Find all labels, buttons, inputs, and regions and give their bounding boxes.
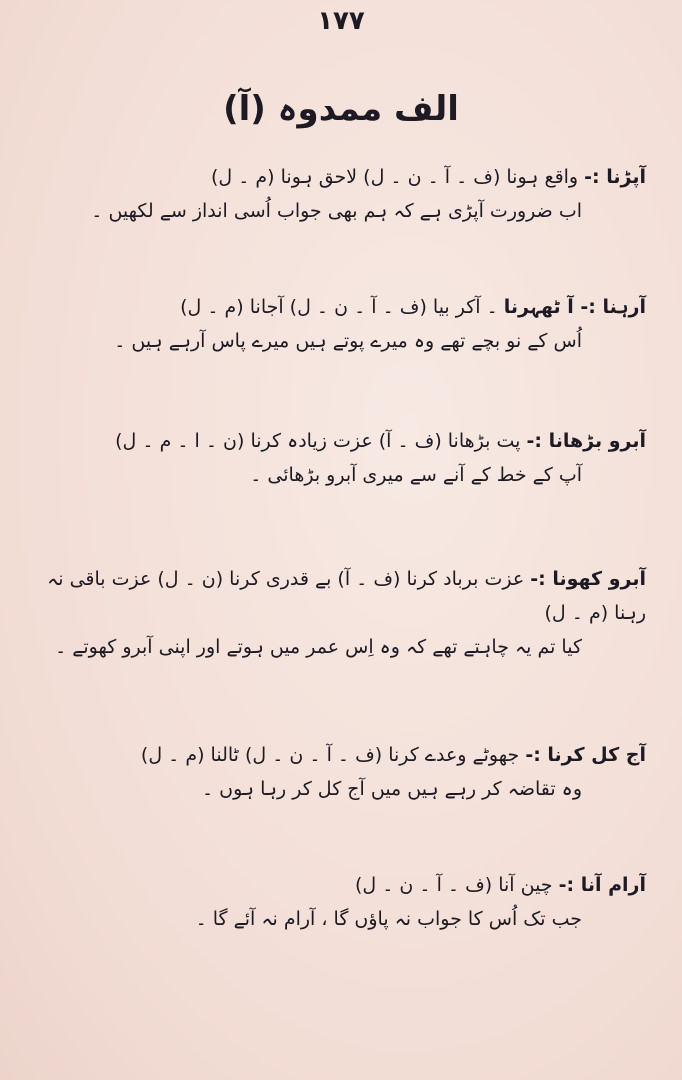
entry-headline <box>40 562 646 630</box>
section-heading: الف ممدوہ (آ) <box>223 89 459 129</box>
dictionary-entry <box>40 868 646 936</box>
entry-term: آرام آنا :- <box>558 874 646 896</box>
entry-example: آپ کے خط کے آنے سے میری آبرو بڑھائی ۔ <box>250 464 582 486</box>
entry-example: جب تک اُس کا جواب نہ پاؤں گا ، آرام نہ آئے گا ۔ <box>195 908 582 930</box>
entry-definition: پت بڑھانا (ف ۔ آ) عزت زیادہ کرنا (ن ۔ ا ۔ م ۔ ل) <box>115 430 521 452</box>
entry-term: آبرو کھونا :- <box>530 568 646 590</box>
entry-term: آبرو بڑھانا :- <box>526 430 646 452</box>
entry-example: اب ضرورت آپڑی ہے کہ ہم بھی جواب اُسی انداز سے لکھیں ۔ <box>91 200 582 222</box>
entry-definition: عزت برباد کرنا (ف ۔ آ) بے قدری کرنا (ن ۔ ل) عزت باقی نہ رہنا (م ۔ ل) <box>47 568 646 624</box>
dictionary-entry <box>40 424 646 492</box>
entry-headline <box>40 738 646 772</box>
entry-example: اُس کے نو بچے تھے وہ میرے پوتے ہیں میرے پاس آرہے ہیں ۔ <box>114 330 582 352</box>
entry-headline <box>40 160 646 194</box>
page-number: ۱۷۷ <box>317 6 365 36</box>
entry-term: آرہنا :- آ ٹھہرنا <box>503 296 646 318</box>
entry-term: آپڑنا :- <box>584 166 646 188</box>
dictionary-entry <box>40 738 646 806</box>
entry-definition: ۔ آکر بیا (ف ۔ آ ۔ ن ۔ ل) آجانا (م ۔ ل) <box>180 296 498 318</box>
entry-example: وہ تقاضہ کر رہے ہیں میں آج کل کر رہا ہوں ۔ <box>201 778 582 800</box>
entry-definition: واقع ہونا (ف ۔ آ ۔ ن ۔ ل) لاحق ہونا (م ۔ ل) <box>210 166 579 188</box>
entry-term: آج کل کرنا :- <box>525 744 646 766</box>
entry-headline <box>40 424 646 458</box>
dictionary-entry <box>40 562 646 664</box>
entry-headline <box>40 868 646 902</box>
entry-definition: چین آنا (ف ۔ آ ۔ ن ۔ ل) <box>354 874 553 896</box>
entry-example: کیا تم یہ چاہتے تھے کہ وہ اِس عمر میں ہوتے اور اپنی آبرو کھوتے ۔ <box>55 636 582 658</box>
dictionary-entry <box>40 290 646 358</box>
dictionary-entry <box>40 160 646 228</box>
entry-headline <box>40 290 646 324</box>
entry-definition: جھوٹے وعدے کرنا (ف ۔ آ ۔ ن ۔ ل) ٹالنا (م ۔ ل) <box>140 744 520 766</box>
